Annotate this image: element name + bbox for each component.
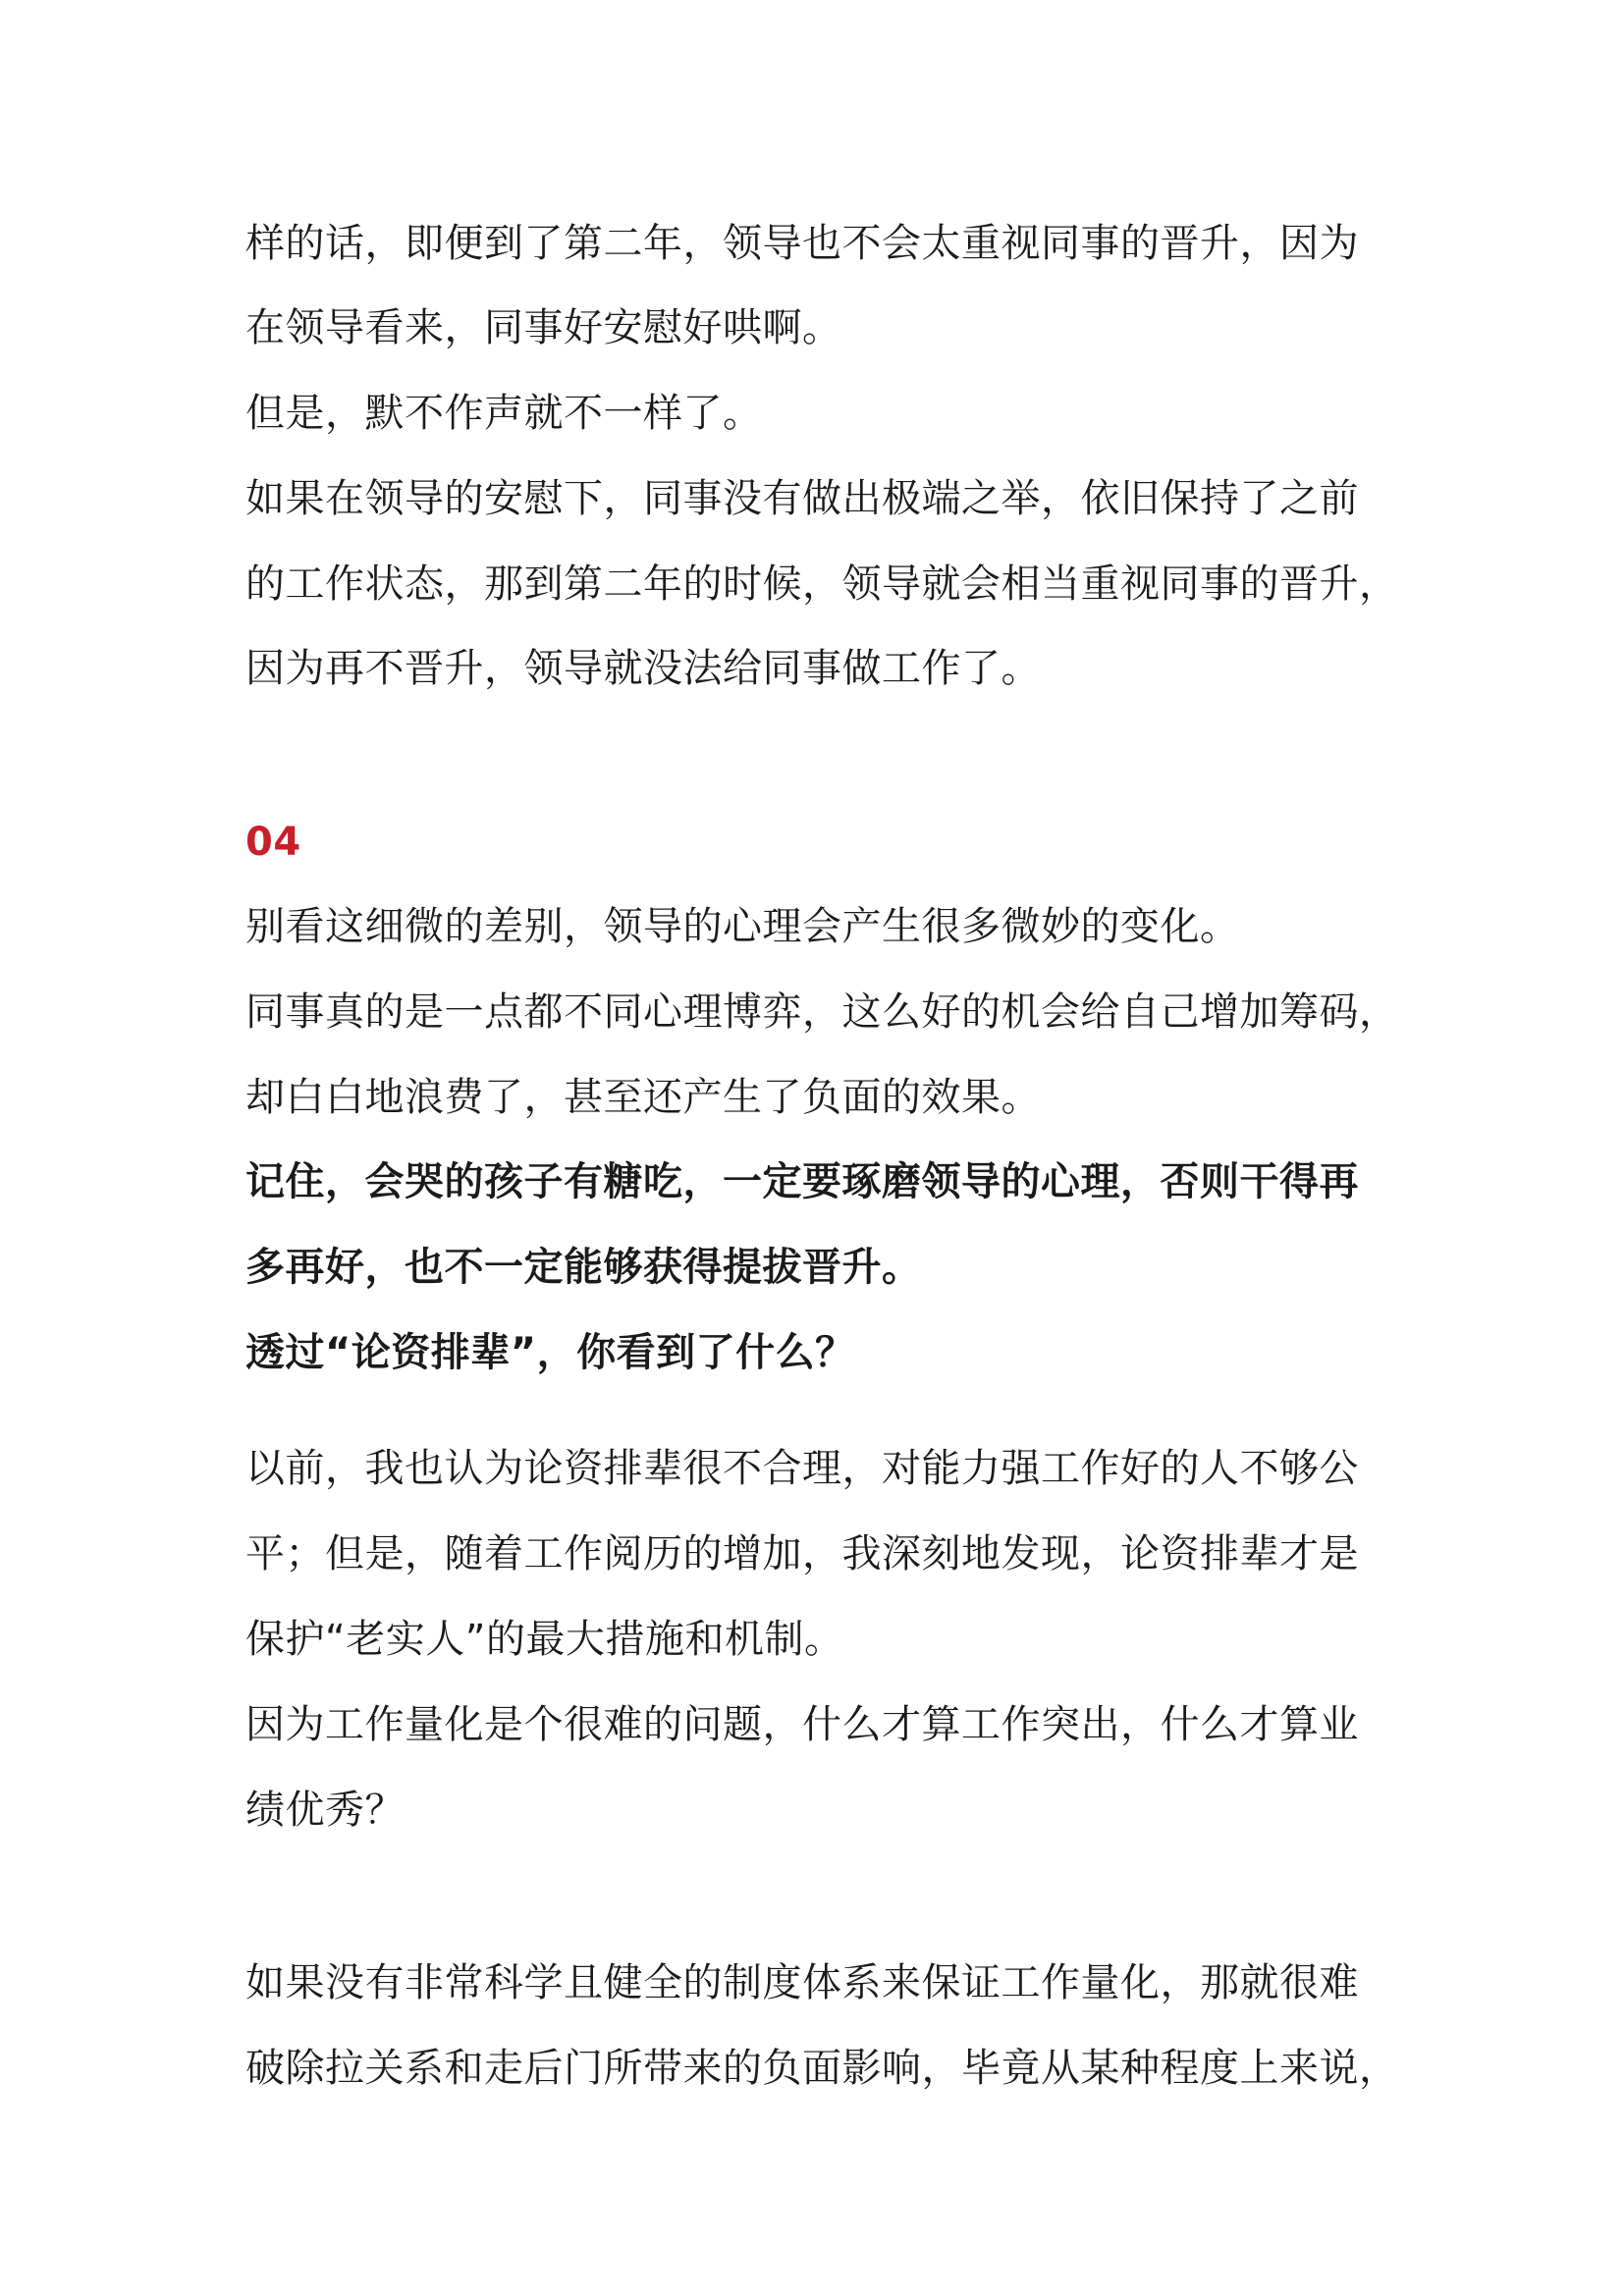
paragraph-line: 因为工作量化是个很难的问题，什么才算工作突出，什么才算业 [245,1702,1359,1747]
emphasis-line: 记住，会哭的孩子有糖吃，一定要琢磨领导的心理，否则干得再 [245,1159,1359,1204]
paragraph-line: 别看这细微的差别，领导的心理会产生很多微妙的变化。 [245,904,1240,949]
paragraph-line: 因为再不晋升，领导就没法给同事做工作了。 [245,646,1041,691]
paragraph-line: 平；但是，随着工作阅历的增加，我深刻地发现，论资排辈才是 [245,1531,1359,1576]
paragraph-line: 破除拉关系和走后门所带来的负面影响，毕竟从某种程度上来说， [245,2046,1399,2091]
paragraph-line: 却白白地浪费了，甚至还产生了负面的效果。 [245,1075,1041,1120]
subheading: 透过“论资排辈”，你看到了什么？ [245,1330,855,1375]
paragraph-line: 如果没有非常科学且健全的制度体系来保证工作量化，那就很难 [245,1960,1359,2005]
paragraph-line: 如果在领导的安慰下，同事没有做出极端之举，依旧保持了之前 [245,476,1359,521]
paragraph-line: 绩优秀？ [245,1788,405,1833]
paragraph-line: 样的话，即便到了第二年，领导也不会太重视同事的晋升，因为 [245,221,1359,266]
paragraph-line: 同事真的是一点都不同心理博弈，这么好的机会给自己增加筹码， [245,989,1399,1035]
emphasis-line: 多再好，也不一定能够获得提拔晋升。 [245,1245,922,1290]
paragraph-line: 保护“老实人”的最大措施和机制。 [245,1617,844,1662]
paragraph-line: 的工作状态，那到第二年的时候，领导就会相当重视同事的晋升， [245,561,1399,607]
paragraph-line: 以前，我也认为论资排辈很不合理，对能力强工作好的人不够公 [245,1446,1359,1491]
paragraph-line: 但是，默不作声就不一样了。 [245,391,763,436]
paragraph-line: 在领导看来，同事好安慰好哄啊。 [245,305,842,350]
section-number: 04 [245,820,301,865]
